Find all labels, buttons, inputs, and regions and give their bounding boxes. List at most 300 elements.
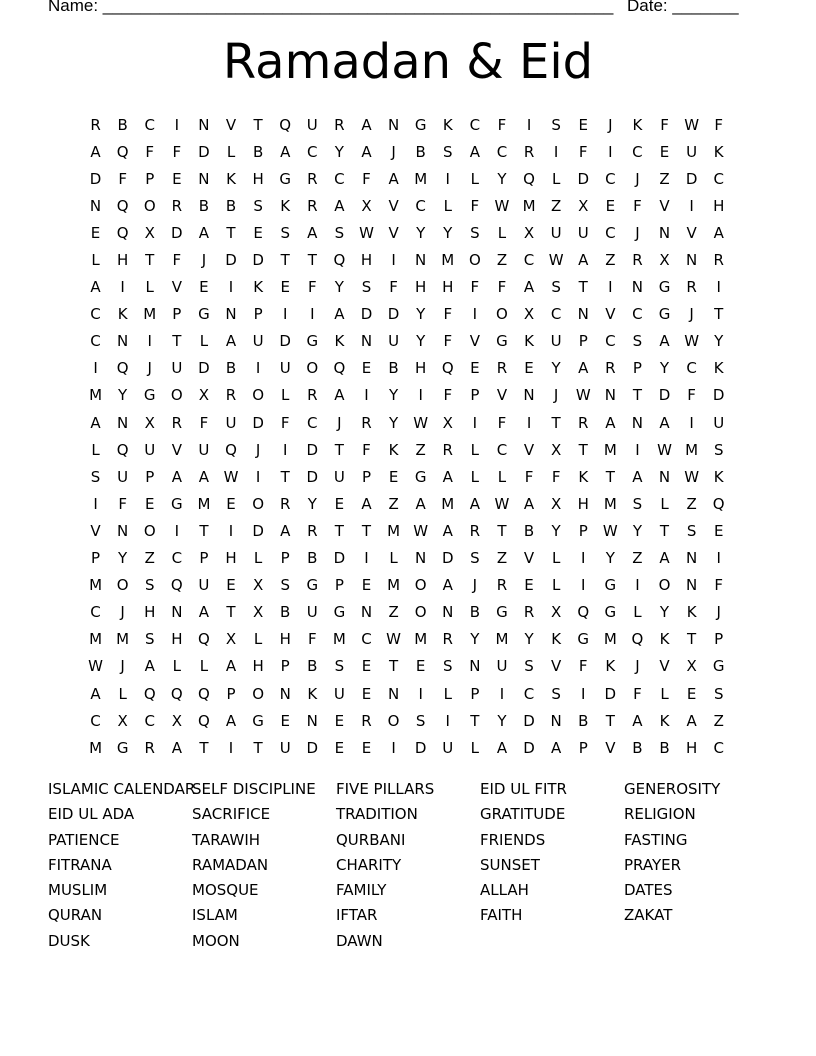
grid-letter[interactable]: O	[306, 359, 319, 378]
grid-letter[interactable]: V	[469, 332, 480, 351]
grid-letter[interactable]: A	[388, 169, 399, 188]
grid-letter[interactable]: M	[603, 630, 617, 649]
grid-letter[interactable]: V	[659, 196, 670, 215]
grid-letter[interactable]: A	[686, 711, 697, 730]
grid-letter[interactable]: W	[386, 630, 401, 649]
grid-letter[interactable]: M	[441, 251, 455, 270]
grid-letter[interactable]: N	[577, 305, 589, 324]
grid-letter[interactable]: U	[577, 223, 589, 242]
grid-letter[interactable]: X	[686, 657, 697, 676]
grid-letter[interactable]: K	[334, 332, 345, 351]
grid-letter[interactable]: X	[442, 413, 453, 432]
grid-letter[interactable]: I	[391, 251, 396, 270]
grid-letter[interactable]: E	[144, 494, 155, 513]
grid-letter[interactable]: G	[171, 494, 183, 513]
grid-letter[interactable]: A	[442, 521, 453, 540]
grid-letter[interactable]: J	[472, 576, 478, 595]
grid-letter[interactable]: T	[632, 386, 642, 405]
grid-letter[interactable]: O	[387, 711, 400, 730]
grid-letter[interactable]: C	[415, 196, 426, 215]
grid-letter[interactable]: H	[415, 359, 427, 378]
grid-letter[interactable]: H	[713, 196, 725, 215]
grid-letter[interactable]: A	[469, 494, 480, 513]
grid-letter[interactable]: C	[605, 332, 616, 351]
grid-letter[interactable]: Y	[334, 142, 344, 161]
grid-letter[interactable]: B	[578, 711, 589, 730]
grid-letter[interactable]: F	[714, 576, 724, 595]
grid-letter[interactable]: L	[497, 467, 507, 486]
grid-letter[interactable]: S	[551, 278, 561, 297]
grid-letter[interactable]: A	[361, 142, 372, 161]
grid-letter[interactable]: X	[551, 440, 562, 459]
grid-letter[interactable]: A	[90, 413, 101, 432]
grid-letter[interactable]: Q	[116, 223, 129, 242]
grid-letter[interactable]: I	[635, 576, 640, 595]
grid-letter[interactable]: C	[334, 169, 345, 188]
grid-letter[interactable]: S	[443, 142, 453, 161]
grid-letter[interactable]: Y	[443, 223, 453, 242]
grid-letter[interactable]: P	[470, 386, 480, 405]
grid-letter[interactable]: C	[632, 142, 643, 161]
grid-letter[interactable]: B	[307, 549, 318, 568]
grid-letter[interactable]: U	[686, 142, 698, 161]
grid-letter[interactable]: V	[225, 115, 237, 134]
grid-letter[interactable]: F	[172, 142, 182, 161]
grid-letter[interactable]: I	[364, 549, 369, 568]
grid-letter[interactable]: K	[632, 115, 643, 134]
grid-letter[interactable]: F	[551, 467, 561, 486]
grid-letter[interactable]: J	[255, 440, 261, 459]
grid-letter[interactable]: Z	[496, 251, 508, 270]
grid-letter[interactable]: Q	[143, 684, 156, 703]
grid-letter[interactable]: D	[171, 223, 183, 242]
grid-letter[interactable]: J	[689, 305, 694, 324]
grid-letter[interactable]: Q	[116, 359, 129, 378]
grid-letter[interactable]: X	[252, 603, 264, 622]
grid-letter[interactable]: J	[120, 603, 125, 622]
date-field-label[interactable]: Date: _______	[627, 0, 739, 15]
grid-letter[interactable]: B	[415, 142, 426, 161]
grid-letter[interactable]: V	[90, 521, 101, 540]
grid-letter[interactable]: Y	[118, 549, 128, 568]
grid-letter[interactable]: D	[523, 738, 535, 757]
grid-letter[interactable]: T	[199, 738, 209, 757]
grid-letter[interactable]: D	[306, 440, 319, 459]
grid-letter[interactable]: I	[228, 278, 234, 297]
grid-letter[interactable]: A	[713, 223, 724, 242]
grid-letter[interactable]: S	[280, 223, 290, 242]
grid-letter[interactable]: S	[551, 684, 561, 703]
grid-letter[interactable]: F	[714, 115, 724, 134]
grid-letter[interactable]: W	[413, 521, 429, 540]
grid-letter[interactable]: B	[225, 196, 237, 215]
grid-letter[interactable]: T	[172, 332, 182, 351]
grid-letter[interactable]: Y	[551, 521, 561, 540]
grid-letter[interactable]: T	[578, 278, 588, 297]
grid-letter[interactable]: G	[306, 576, 319, 595]
grid-letter[interactable]: S	[632, 494, 643, 513]
grid-letter[interactable]: A	[523, 494, 535, 513]
grid-letter[interactable]: V	[551, 657, 562, 676]
grid-letter[interactable]: X	[523, 305, 535, 324]
grid-letter[interactable]: V	[171, 440, 182, 459]
grid-letter[interactable]: A	[361, 494, 372, 513]
grid-letter[interactable]: N	[198, 169, 210, 188]
grid-letter[interactable]: T	[605, 711, 615, 730]
grid-letter[interactable]: F	[307, 278, 317, 297]
grid-letter[interactable]: W	[657, 440, 672, 459]
grid-letter[interactable]: J	[635, 657, 640, 676]
grid-letter[interactable]: Y	[497, 169, 507, 188]
grid-letter[interactable]: D	[658, 386, 671, 405]
grid-letter[interactable]: R	[334, 115, 345, 134]
grid-letter[interactable]: I	[608, 278, 613, 297]
grid-letter[interactable]: Z	[605, 251, 616, 270]
grid-letter[interactable]: I	[228, 738, 234, 757]
grid-letter[interactable]: M	[332, 630, 346, 649]
grid-letter[interactable]: V	[388, 223, 399, 242]
grid-letter[interactable]: J	[716, 603, 721, 622]
grid-letter[interactable]: F	[497, 413, 507, 432]
grid-letter[interactable]: I	[282, 305, 288, 324]
grid-letter[interactable]: D	[333, 549, 346, 568]
grid-letter[interactable]: L	[253, 630, 263, 649]
grid-letter[interactable]: Z	[388, 603, 399, 622]
grid-letter[interactable]: C	[686, 359, 697, 378]
grid-letter[interactable]: A	[361, 115, 372, 134]
grid-letter[interactable]: A	[225, 657, 237, 676]
grid-letter[interactable]: F	[578, 657, 588, 676]
grid-letter[interactable]: F	[524, 467, 534, 486]
grid-letter[interactable]: T	[280, 467, 290, 486]
grid-letter[interactable]: Z	[659, 169, 670, 188]
grid-letter[interactable]: J	[608, 115, 613, 134]
grid-letter[interactable]: I	[526, 413, 532, 432]
grid-letter[interactable]: S	[632, 332, 643, 351]
grid-letter[interactable]: A	[442, 576, 453, 595]
grid-letter[interactable]: S	[524, 657, 534, 676]
grid-letter[interactable]: B	[388, 359, 399, 378]
grid-letter[interactable]: N	[685, 549, 698, 568]
grid-letter[interactable]: V	[605, 738, 616, 757]
grid-letter[interactable]: I	[147, 332, 152, 351]
grid-letter[interactable]: O	[252, 386, 265, 405]
grid-letter[interactable]: F	[660, 115, 669, 134]
grid-letter[interactable]: E	[388, 467, 399, 486]
grid-letter[interactable]: X	[578, 196, 589, 215]
grid-letter[interactable]: R	[469, 521, 481, 540]
grid-letter[interactable]: Q	[577, 603, 590, 622]
grid-letter[interactable]: S	[361, 278, 372, 297]
grid-letter[interactable]: A	[496, 738, 508, 757]
grid-letter[interactable]: I	[310, 305, 315, 324]
grid-letter[interactable]: S	[90, 467, 101, 486]
grid-letter[interactable]: P	[145, 467, 155, 486]
grid-letter[interactable]: X	[361, 196, 372, 215]
grid-letter[interactable]: N	[387, 684, 400, 703]
grid-letter[interactable]: C	[523, 251, 535, 270]
grid-letter[interactable]: R	[144, 738, 155, 757]
grid-letter[interactable]: E	[334, 494, 345, 513]
grid-letter[interactable]: T	[334, 521, 344, 540]
grid-letter[interactable]: T	[361, 521, 372, 540]
grid-letter[interactable]: K	[551, 630, 562, 649]
grid-letter[interactable]: D	[712, 386, 725, 405]
grid-letter[interactable]: A	[523, 278, 535, 297]
grid-letter[interactable]: T	[253, 738, 263, 757]
grid-letter[interactable]: E	[199, 278, 209, 297]
grid-letter[interactable]: F	[199, 413, 209, 432]
grid-letter[interactable]: E	[361, 576, 372, 595]
grid-letter[interactable]: Q	[333, 359, 346, 378]
grid-letter[interactable]: A	[605, 413, 616, 432]
grid-letter[interactable]: P	[632, 359, 642, 378]
grid-letter[interactable]: N	[117, 332, 129, 351]
grid-letter[interactable]: I	[581, 549, 586, 568]
grid-letter[interactable]: L	[660, 494, 669, 513]
grid-letter[interactable]: H	[252, 657, 264, 676]
grid-letter[interactable]: U	[252, 332, 264, 351]
grid-letter[interactable]: W	[684, 115, 700, 134]
grid-letter[interactable]: F	[362, 440, 371, 459]
grid-letter[interactable]: B	[225, 359, 237, 378]
grid-letter[interactable]: Q	[712, 494, 725, 513]
grid-letter[interactable]: R	[686, 278, 697, 297]
grid-letter[interactable]: R	[578, 413, 589, 432]
grid-letter[interactable]: C	[361, 630, 372, 649]
grid-letter[interactable]: Q	[116, 142, 129, 161]
grid-letter[interactable]: G	[414, 467, 427, 486]
grid-letter[interactable]: A	[90, 684, 101, 703]
grid-letter[interactable]: A	[442, 467, 453, 486]
grid-letter[interactable]: D	[89, 169, 102, 188]
grid-letter[interactable]: A	[90, 142, 101, 161]
grid-letter[interactable]: J	[337, 413, 342, 432]
grid-letter[interactable]: O	[252, 684, 265, 703]
grid-letter[interactable]: W	[684, 467, 700, 486]
grid-letter[interactable]: S	[443, 657, 453, 676]
grid-letter[interactable]: N	[523, 386, 535, 405]
grid-letter[interactable]: C	[632, 305, 643, 324]
grid-letter[interactable]: L	[470, 467, 480, 486]
grid-letter[interactable]: O	[252, 494, 265, 513]
grid-letter[interactable]: U	[171, 359, 183, 378]
grid-letter[interactable]: Z	[415, 440, 426, 459]
grid-letter[interactable]: Y	[551, 359, 561, 378]
grid-letter[interactable]: F	[172, 251, 182, 270]
grid-letter[interactable]: R	[171, 413, 183, 432]
grid-letter[interactable]: Y	[416, 332, 426, 351]
grid-letter[interactable]: L	[551, 576, 561, 595]
grid-letter[interactable]: C	[496, 142, 508, 161]
grid-letter[interactable]: R	[279, 494, 291, 513]
grid-letter[interactable]: C	[523, 684, 535, 703]
grid-letter[interactable]: B	[659, 738, 670, 757]
grid-letter[interactable]: L	[470, 440, 480, 459]
grid-letter[interactable]: U	[279, 359, 291, 378]
grid-letter[interactable]: T	[497, 521, 507, 540]
grid-letter[interactable]: M	[89, 630, 103, 649]
grid-letter[interactable]: C	[469, 115, 481, 134]
grid-letter[interactable]: G	[279, 169, 292, 188]
grid-letter[interactable]: F	[307, 630, 317, 649]
grid-letter[interactable]: D	[252, 521, 264, 540]
grid-letter[interactable]: E	[361, 738, 372, 757]
grid-letter[interactable]: Z	[713, 711, 724, 730]
grid-letter[interactable]: F	[118, 169, 127, 188]
grid-letter[interactable]: I	[418, 684, 423, 703]
grid-letter[interactable]: S	[334, 223, 345, 242]
grid-letter[interactable]: N	[387, 115, 400, 134]
grid-letter[interactable]: N	[658, 223, 671, 242]
grid-letter[interactable]: A	[578, 359, 589, 378]
grid-letter[interactable]: I	[174, 115, 180, 134]
grid-letter[interactable]: Y	[334, 278, 344, 297]
grid-letter[interactable]: I	[472, 305, 478, 324]
grid-letter[interactable]: X	[144, 223, 155, 242]
grid-letter[interactable]: D	[441, 549, 454, 568]
grid-letter[interactable]: A	[198, 223, 210, 242]
grid-letter[interactable]: G	[333, 603, 346, 622]
grid-letter[interactable]: S	[415, 711, 426, 730]
grid-letter[interactable]: N	[631, 413, 644, 432]
grid-letter[interactable]: G	[496, 603, 508, 622]
grid-letter[interactable]: A	[551, 738, 562, 757]
grid-letter[interactable]: R	[523, 142, 535, 161]
grid-letter[interactable]: N	[415, 251, 427, 270]
grid-letter[interactable]: A	[225, 332, 237, 351]
grid-letter[interactable]: G	[496, 332, 508, 351]
grid-letter[interactable]: G	[306, 332, 319, 351]
grid-letter[interactable]: Z	[632, 549, 643, 568]
grid-letter[interactable]: Z	[686, 494, 697, 513]
grid-letter[interactable]: D	[306, 467, 319, 486]
grid-letter[interactable]: O	[414, 576, 427, 595]
grid-letter[interactable]: C	[90, 711, 101, 730]
grid-letter[interactable]: L	[551, 169, 561, 188]
grid-letter[interactable]: T	[551, 413, 561, 432]
grid-letter[interactable]: K	[307, 684, 318, 703]
grid-letter[interactable]: T	[714, 305, 724, 324]
grid-letter[interactable]: C	[550, 305, 562, 324]
grid-letter[interactable]: V	[523, 549, 535, 568]
grid-letter[interactable]: L	[281, 386, 290, 405]
grid-letter[interactable]: E	[253, 223, 263, 242]
grid-letter[interactable]: M	[685, 440, 699, 459]
grid-letter[interactable]: O	[496, 305, 508, 324]
grid-letter[interactable]: B	[117, 115, 128, 134]
grid-letter[interactable]: W	[494, 494, 510, 513]
grid-letter[interactable]: Q	[279, 115, 292, 134]
grid-letter[interactable]: I	[581, 684, 586, 703]
grid-letter[interactable]: J	[147, 359, 152, 378]
grid-letter[interactable]: F	[633, 196, 642, 215]
grid-letter[interactable]: A	[659, 413, 670, 432]
grid-letter[interactable]: V	[171, 278, 182, 297]
grid-letter[interactable]: I	[445, 711, 450, 730]
grid-letter[interactable]: A	[632, 467, 643, 486]
grid-letter[interactable]: T	[253, 115, 263, 134]
grid-letter[interactable]: U	[198, 576, 210, 595]
grid-letter[interactable]: P	[280, 657, 290, 676]
grid-letter[interactable]: Q	[198, 630, 210, 649]
grid-letter[interactable]: C	[605, 169, 616, 188]
grid-letter[interactable]: M	[89, 738, 103, 757]
grid-letter[interactable]: Q	[198, 684, 210, 703]
grid-letter[interactable]: O	[414, 603, 427, 622]
grid-letter[interactable]: I	[255, 359, 261, 378]
grid-letter[interactable]: K	[686, 603, 697, 622]
grid-letter[interactable]: N	[117, 413, 129, 432]
grid-letter[interactable]: I	[472, 413, 478, 432]
grid-letter[interactable]: D	[577, 169, 590, 188]
grid-letter[interactable]: U	[550, 223, 562, 242]
grid-letter[interactable]: N	[360, 332, 373, 351]
grid-letter[interactable]: F	[470, 196, 480, 215]
grid-letter[interactable]: I	[716, 549, 721, 568]
grid-letter[interactable]: Q	[225, 440, 237, 459]
grid-letter[interactable]: P	[578, 521, 588, 540]
grid-letter[interactable]: J	[553, 386, 559, 405]
grid-letter[interactable]: C	[713, 738, 724, 757]
grid-letter[interactable]: F	[497, 278, 507, 297]
grid-letter[interactable]: U	[333, 684, 345, 703]
grid-letter[interactable]: S	[686, 521, 697, 540]
name-field-label[interactable]: Name: ______________________________________________________	[48, 0, 614, 15]
grid-letter[interactable]: F	[687, 386, 696, 405]
grid-letter[interactable]: S	[144, 630, 155, 649]
grid-letter[interactable]: N	[442, 603, 454, 622]
grid-letter[interactable]: H	[442, 278, 454, 297]
grid-letter[interactable]: U	[333, 467, 345, 486]
grid-letter[interactable]: A	[144, 657, 155, 676]
grid-letter[interactable]: Z	[144, 549, 155, 568]
grid-letter[interactable]: F	[633, 684, 642, 703]
grid-letter[interactable]: P	[334, 576, 344, 595]
grid-letter[interactable]: W	[548, 251, 564, 270]
grid-letter[interactable]: H	[144, 603, 156, 622]
grid-letter[interactable]: P	[226, 684, 236, 703]
grid-letter[interactable]: L	[145, 278, 154, 297]
grid-letter[interactable]: E	[361, 359, 372, 378]
grid-letter[interactable]: D	[198, 359, 210, 378]
grid-letter[interactable]: B	[198, 196, 210, 215]
grid-letter[interactable]: O	[143, 521, 156, 540]
grid-letter[interactable]: V	[523, 440, 535, 459]
grid-letter[interactable]: L	[660, 684, 669, 703]
grid-letter[interactable]: T	[388, 657, 399, 676]
grid-letter[interactable]: R	[713, 251, 724, 270]
grid-letter[interactable]: Q	[333, 251, 346, 270]
grid-letter[interactable]: W	[88, 657, 103, 676]
grid-letter[interactable]: X	[225, 630, 237, 649]
grid-letter[interactable]: F	[389, 278, 398, 297]
grid-letter[interactable]: T	[659, 521, 670, 540]
grid-letter[interactable]: C	[171, 549, 183, 568]
grid-letter[interactable]: K	[226, 169, 236, 188]
grid-letter[interactable]: D	[414, 738, 427, 757]
grid-letter[interactable]: Y	[470, 630, 480, 649]
grid-letter[interactable]: Z	[388, 494, 399, 513]
grid-letter[interactable]: L	[497, 223, 507, 242]
grid-letter[interactable]: I	[93, 359, 98, 378]
grid-letter[interactable]: B	[632, 738, 643, 757]
grid-letter[interactable]: F	[470, 278, 480, 297]
grid-letter[interactable]: T	[226, 223, 236, 242]
grid-letter[interactable]: J	[120, 657, 125, 676]
grid-letter[interactable]: A	[415, 494, 426, 513]
grid-letter[interactable]: F	[145, 142, 155, 161]
